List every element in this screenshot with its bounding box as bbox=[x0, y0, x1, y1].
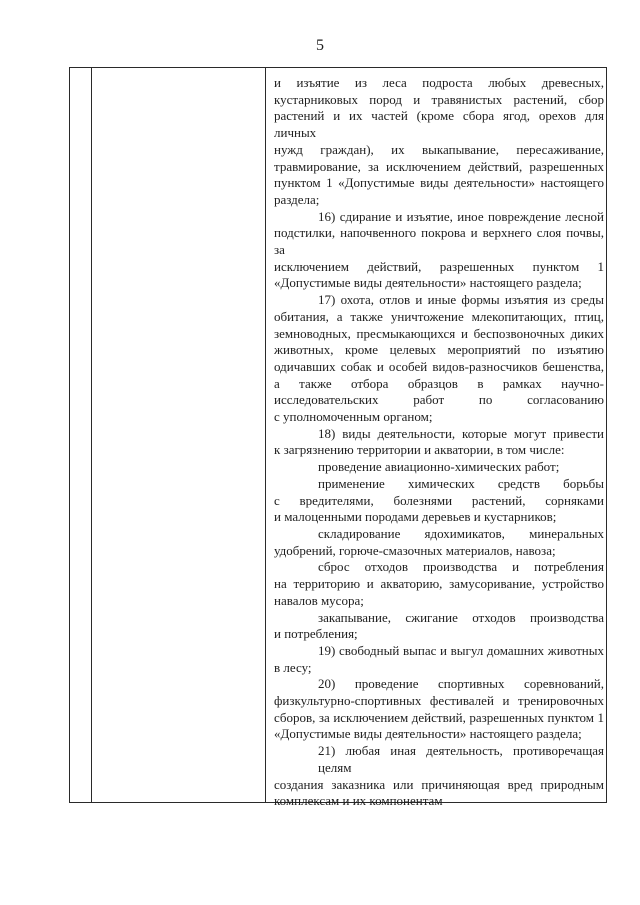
text-line: закапывание, сжигание отходов производства bbox=[318, 609, 604, 625]
text-line: «Допустимые виды деятельности» настоящего раздела; bbox=[274, 726, 582, 742]
text-line: физкультурно-спортивных фестивалей и тренировочных bbox=[274, 693, 604, 709]
text-line: с вредителями, болезнями растений, сорняками bbox=[274, 492, 604, 508]
table-column-name bbox=[92, 68, 266, 802]
text-line: одичавших собак и особей видов-разносчиков бешенства, bbox=[274, 358, 604, 374]
text-line: 20) проведение спортивных соревнований, bbox=[318, 676, 604, 692]
text-line: 16) сдирание и изъятие, иное повреждение лесной bbox=[318, 208, 604, 224]
text-line: нужд граждан), их выкапывание, пересаживание, bbox=[274, 141, 604, 157]
text-line: навалов мусора; bbox=[274, 592, 364, 608]
text-line: и изъятие из леса подроста любых древесных, bbox=[274, 75, 604, 90]
text-line: складирование ядохимикатов, минеральных bbox=[318, 525, 604, 541]
text-line: а также отбора образцов в рамках научно- bbox=[274, 375, 604, 391]
text-line: «Допустимые виды деятельности» настоящего раздела; bbox=[274, 275, 582, 291]
text-line: сброс отходов производства и потребления bbox=[318, 559, 604, 575]
text-line: пунктом 1 «Допустимые виды деятельности» настоящего bbox=[274, 175, 604, 191]
text-line: проведение авиационно-химических работ; bbox=[318, 459, 560, 475]
text-line: подстилки, напочвенного покрова и верхнего слоя почвы, за bbox=[274, 225, 604, 258]
text-line: исследовательских работ по согласованию bbox=[274, 392, 604, 408]
text-line: применение химических средств борьбы bbox=[318, 475, 604, 491]
text-line: с уполномоченным органом; bbox=[274, 409, 433, 425]
text-line: травмирование, за исключением действий, разрешенных bbox=[274, 158, 604, 174]
text-line: к загрязнению территории и акватории, в том числе: bbox=[274, 442, 565, 458]
text-line: раздела; bbox=[274, 191, 320, 207]
prohibited-activities-text bbox=[274, 75, 604, 810]
text-line: создания заказника или причиняющая вред природным bbox=[274, 776, 604, 792]
text-line: животных, кроме целевых мероприятий по изъятию bbox=[274, 342, 604, 358]
text-line: земноводных, пресмыкающихся и беспозвоночных диких bbox=[274, 325, 604, 341]
text-line: в лесу; bbox=[274, 659, 312, 675]
text-line: комплексам и их компонентам bbox=[274, 793, 443, 809]
text-line: 17) охота, отлов и иные формы изъятия из среды bbox=[318, 292, 604, 308]
text-line: растений и их частей (кроме сбора ягод, орехов для личных bbox=[274, 108, 604, 141]
table-column-number bbox=[70, 68, 92, 802]
text-line: кустарниковых пород и травянистых растений, сбор bbox=[274, 91, 604, 107]
text-line: удобрений, горюче-смазочных материалов, навоза; bbox=[274, 542, 556, 558]
text-line: 21) любая иная деятельность, противоречащая целям bbox=[318, 743, 604, 775]
table-column-text bbox=[266, 68, 606, 809]
text-line: 18) виды деятельности, которые могут привести bbox=[318, 425, 604, 441]
text-line: обитания, а также уничтожение млекопитающих, птиц, bbox=[274, 308, 604, 324]
text-line: и потребления; bbox=[274, 626, 358, 642]
text-line: сборов, за исключением действий, разрешенных пунктом 1 bbox=[274, 709, 604, 725]
document-table bbox=[69, 67, 607, 809]
page-number: 5 bbox=[316, 37, 324, 54]
text-line: и малоценными породами деревьев и кустарников; bbox=[274, 509, 557, 525]
text-line: на территорию и акваторию, замусоривание, устройство bbox=[274, 576, 604, 592]
text-line: исключением действий, разрешенных пунктом 1 bbox=[274, 258, 604, 274]
text-line: 19) свободный выпас и выгул домашних животных bbox=[318, 642, 604, 658]
